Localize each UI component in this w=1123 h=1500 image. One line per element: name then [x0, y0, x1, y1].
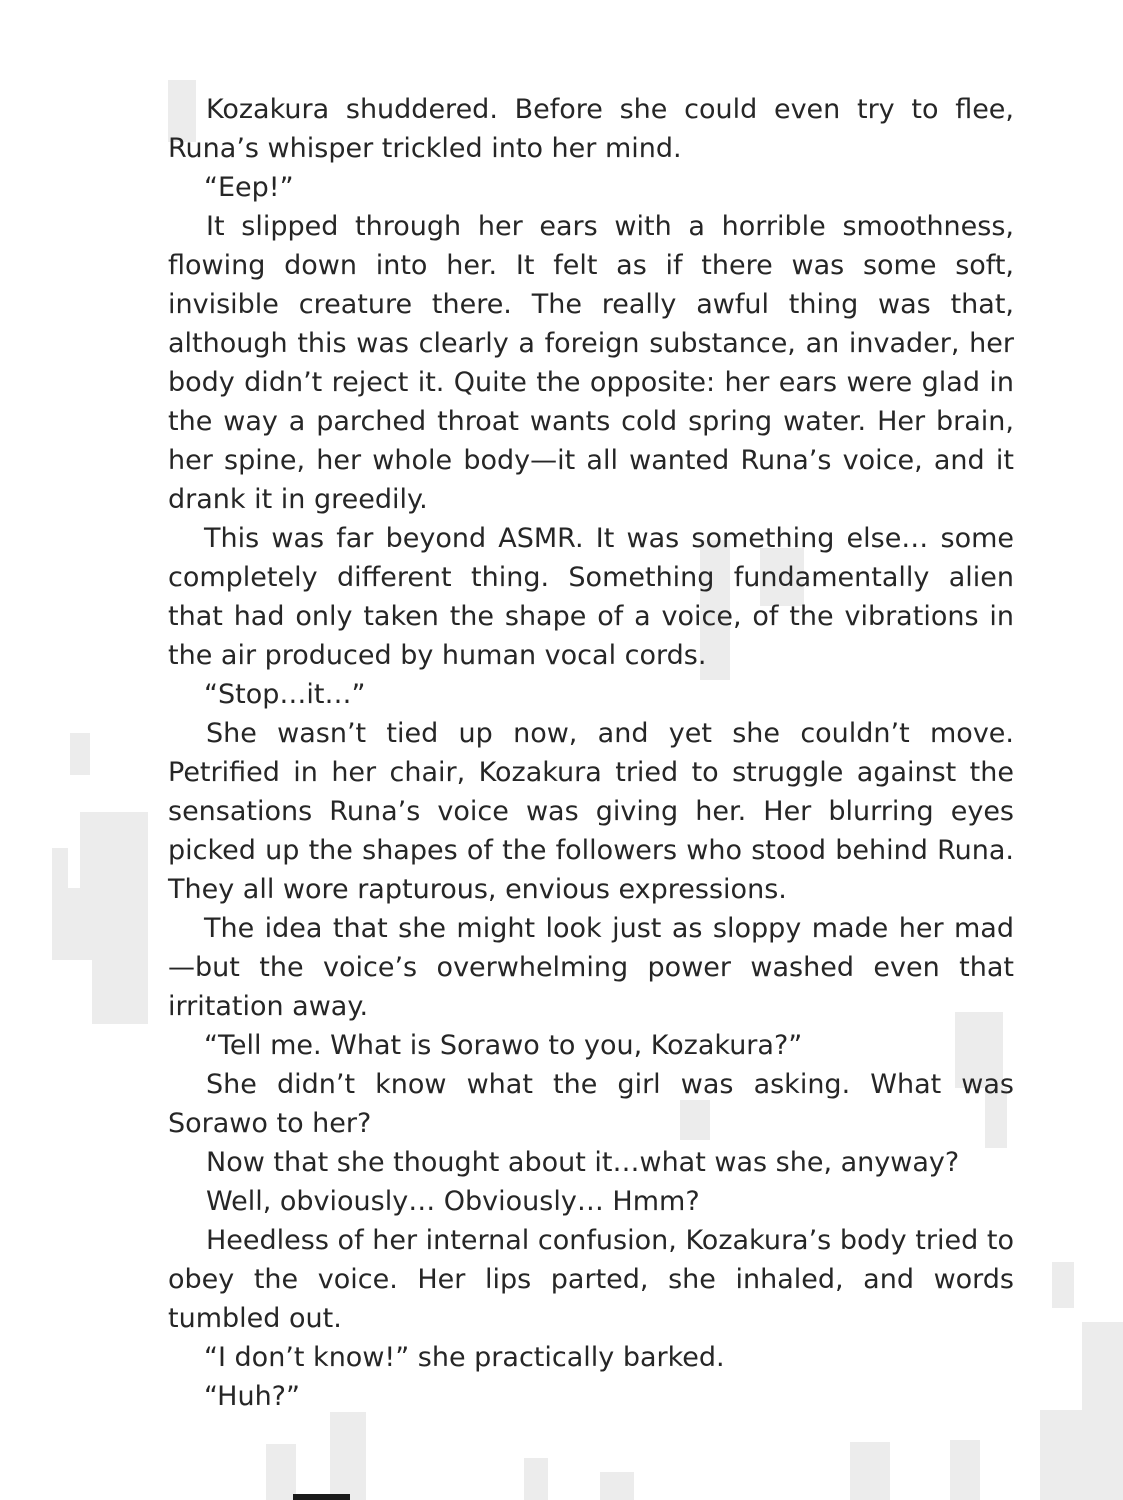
page-edge-bar: [293, 1494, 350, 1500]
paragraph: Now that she thought about it…what was she, anyway?: [206, 1147, 960, 1178]
paragraph: Kozakura shuddered. Before she could even try to flee, Runa’s whisper trickled into her mind.: [168, 94, 1014, 164]
paragraph: She didn’t know what the girl was asking. What was Sorawo to her?: [168, 1069, 1014, 1139]
paragraph: It slipped through her ears with a horrible smoothness, flowing down into her. It felt as if there was some soft, invisible creature there. The really awful thing was that, although this was clearly a foreign substance, an invader, her body didn’t reject it. Quite the opposite: her ears were glad in the way a parched throat wants cold spring water. Her brain, her spine, her whole body—it all wanted Runa’s voice, and it drank it in greedily.: [168, 211, 1014, 515]
dialogue-line: “Stop…it…”: [204, 679, 366, 710]
paragraph: She wasn’t tied up now, and yet she couldn’t move. Petrified in her chair, Kozakura tried to struggle against the sensations Runa’s voice was giving her. Her blurring eyes picked up the shapes of the followers who stood behind Runa. They all wore rapturous, envious expressions.: [168, 718, 1014, 905]
paragraph: The idea that she might look just as sloppy made her mad—but the voice’s overwhelming power washed even that irritation away.: [168, 913, 1014, 1022]
text-body: [168, 90, 1014, 1416]
dialogue-line: “Tell me. What is Sorawo to you, Kozakura?”: [204, 1030, 803, 1061]
paragraph: Well, obviously… Obviously… Hmm?: [206, 1186, 700, 1217]
dialogue-line: “I don’t know!” she practically barked.: [204, 1342, 725, 1373]
dialogue-line: “Eep!”: [204, 172, 294, 203]
dialogue-line: “Huh?”: [204, 1381, 301, 1412]
paragraph: Heedless of her internal confusion, Kozakura’s body tried to obey the voice. Her lips parted, she inhaled, and words tumbled out.: [168, 1225, 1014, 1334]
paragraph: This was far beyond ASMR. It was something else… some completely different thing. Something fundamentally alien that had only taken the shape of a voice, of the vibrations in the air produced by human vocal cords.: [168, 523, 1014, 671]
